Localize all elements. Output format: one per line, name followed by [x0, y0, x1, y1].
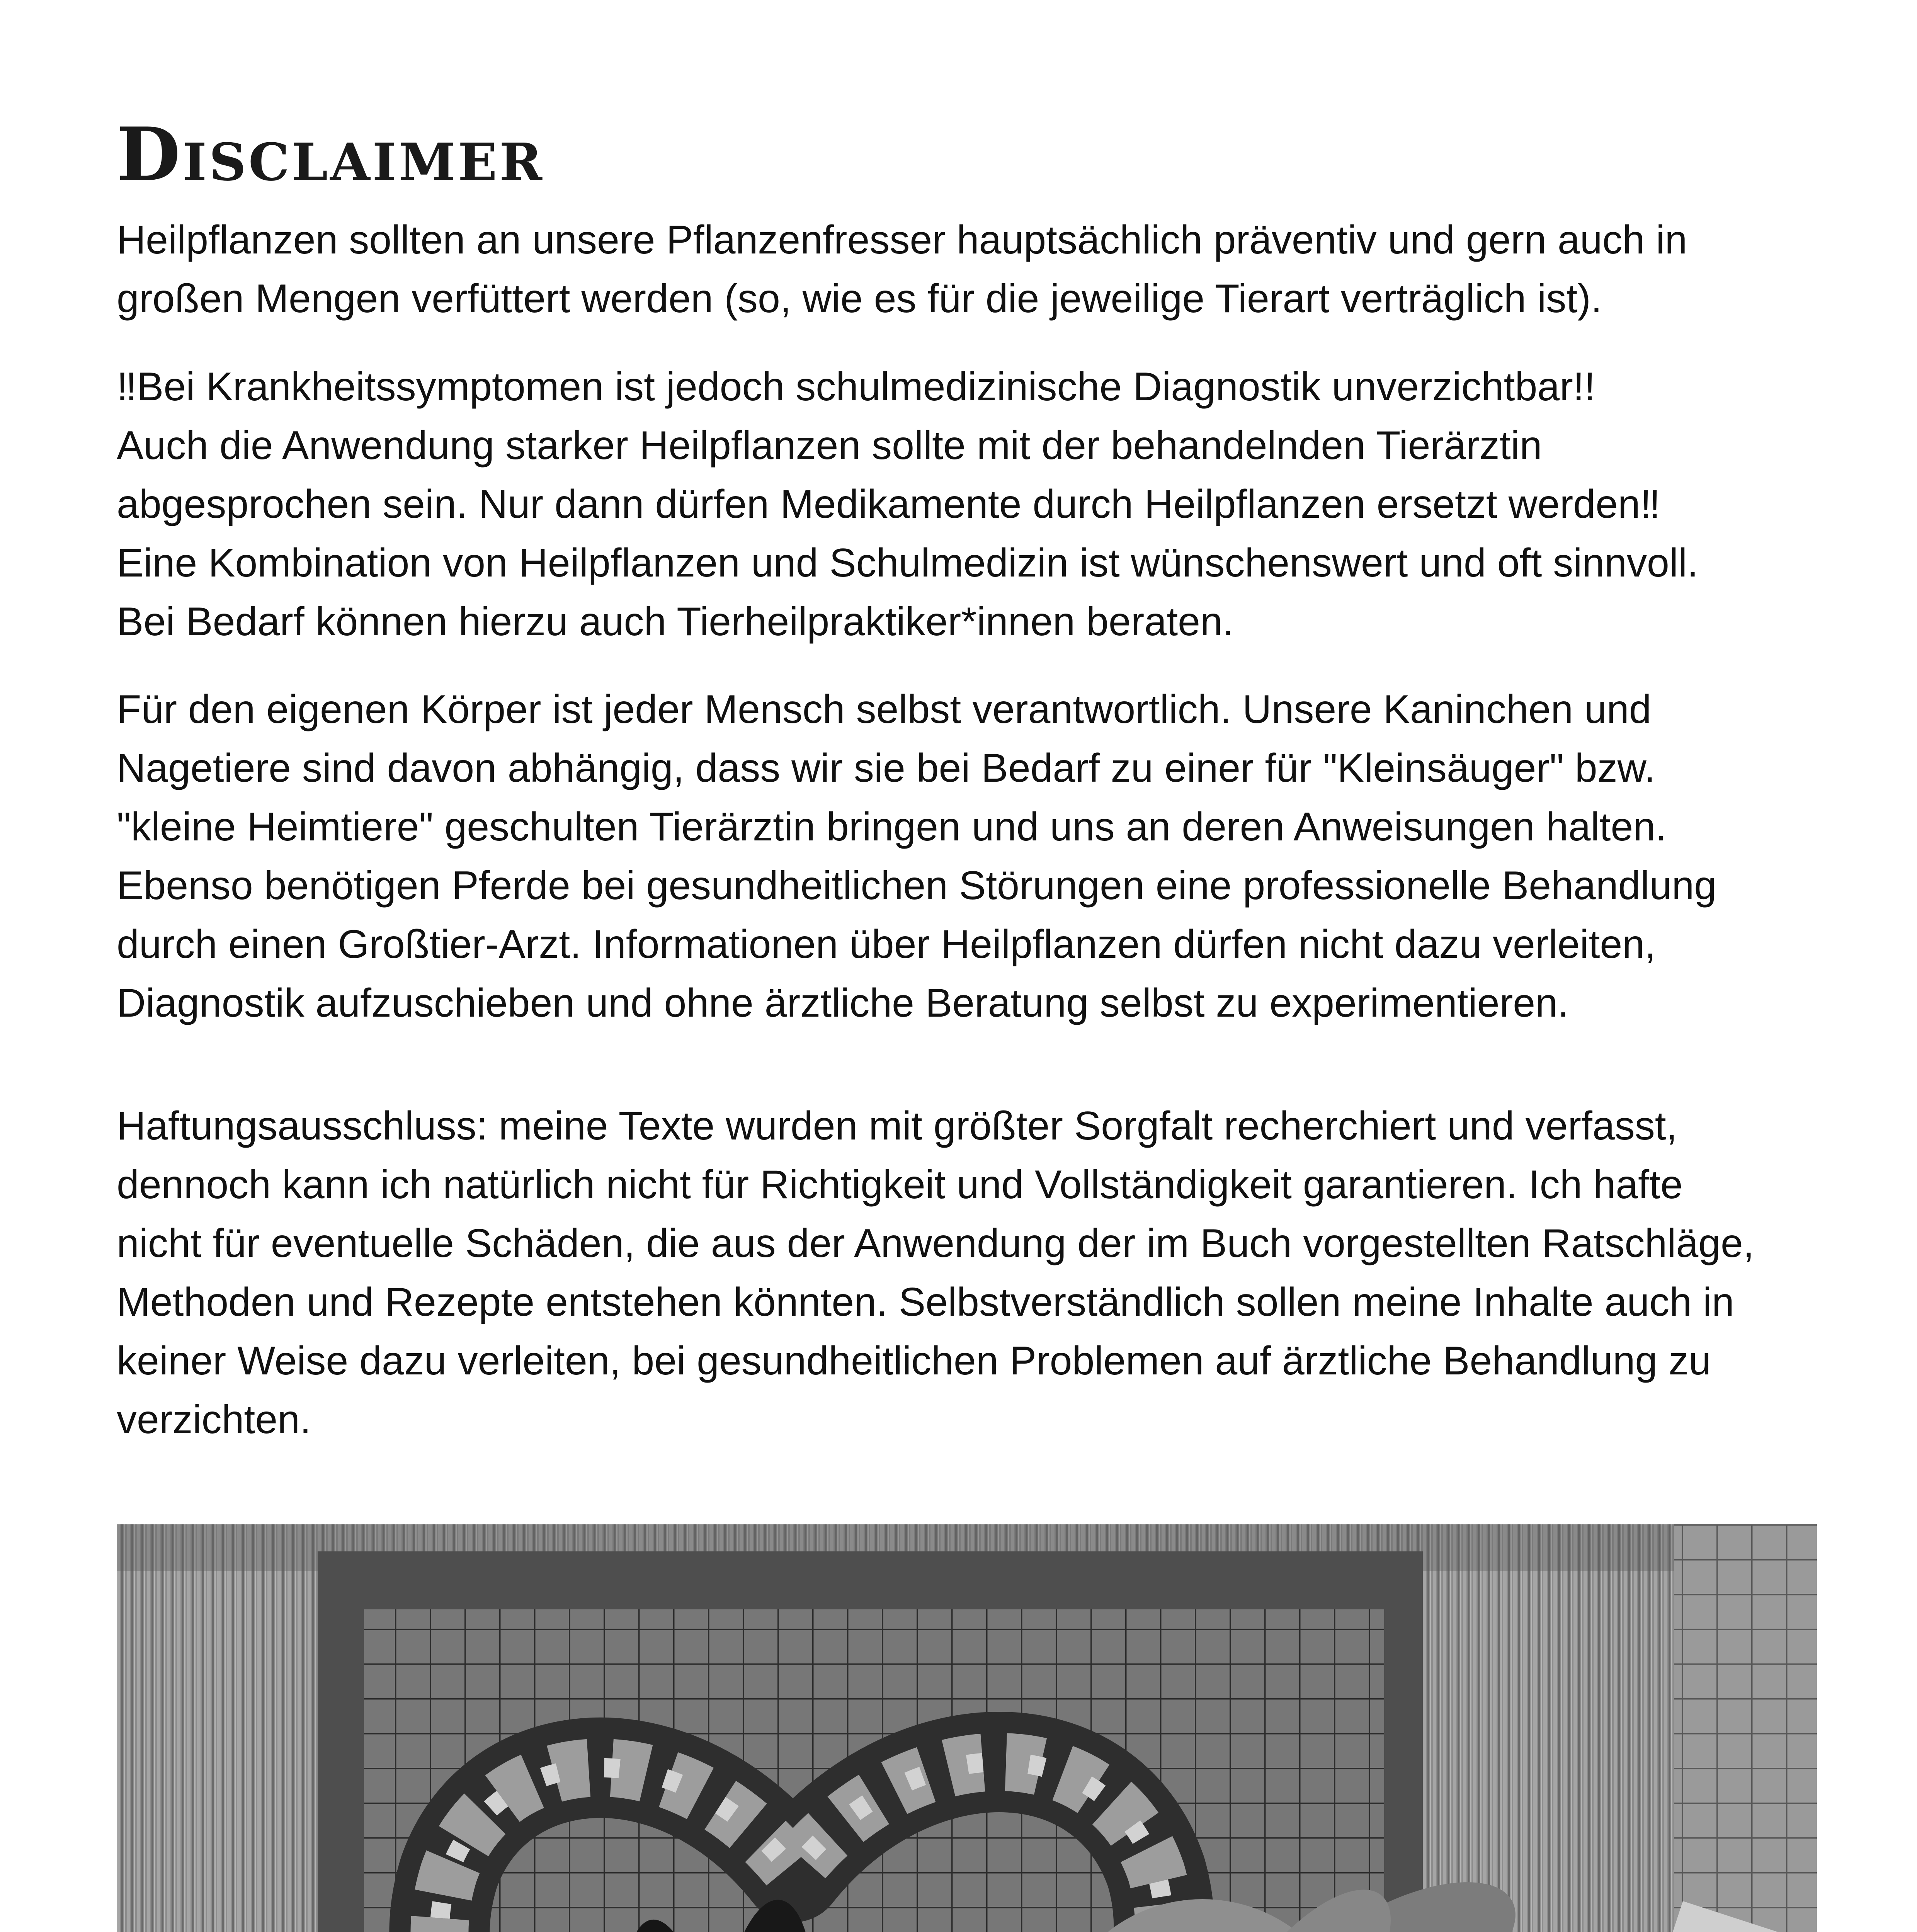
text-line: Nagetiere sind davon abhängig, dass wir sie bei Bedarf zu einer für "Kleinsäuger" bzw. [117, 746, 1655, 791]
text-line: "kleine Heimtiere" geschulten Tierärztin bringen und uns an deren Anweisungen halten. [117, 804, 1667, 849]
text-line: Heilpflanzen sollten an unsere Pflanzenfresser hauptsächlich präventiv und gern auch in [117, 218, 1687, 262]
text-line: Haftungsausschluss: meine Texte wurden mit größter Sorgfalt recherchiert und verfasst, [117, 1104, 1677, 1148]
text-line: Methoden und Rezepte entstehen könnten. Selbstverständlich sollen meine Inhalte auch in [117, 1280, 1734, 1325]
text-line: Eine Kombination von Heilpflanzen und Schulmedizin ist wünschenswert und oft sinnvoll. [117, 541, 1698, 585]
text-line: großen Mengen verfüttert werden (so, wie es für die jeweilige Tierart verträglich ist). [117, 276, 1602, 321]
text-line: durch einen Großtier-Arzt. Informationen über Heilpflanzen dürfen nicht dazu verleiten, [117, 922, 1656, 967]
text-line: nicht für eventuelle Schäden, die aus der Anwendung der im Buch vorgestellten Ratschläge, [117, 1221, 1754, 1266]
text-line: Für den eigenen Körper ist jeder Mensch selbst verantwortlich. Unsere Kaninchen und [117, 687, 1652, 732]
text-line: Ebenso benötigen Pferde bei gesundheitlichen Störungen eine professionelle Behandlung [117, 863, 1717, 908]
text-line: ‼Bei Krankheitssymptomen ist jedoch schulmedizinische Diagnostik unverzichtbar!! [117, 364, 1596, 409]
page-title: Disclaimer [117, 111, 544, 197]
text-line: abgesprochen sein. Nur dann dürfen Medikamente durch Heilpflanzen ersetzt werden‼ [117, 482, 1660, 527]
paragraph-liability-disclaimer [117, 1097, 1817, 1449]
text-line: Bei Bedarf können hierzu auch Tierheilpraktiker*innen beraten. [117, 599, 1234, 644]
rabbits-photo [117, 1524, 1817, 1932]
rabbits-photo-illustration [117, 1524, 1817, 1932]
paragraph-preventive-use [117, 211, 1817, 328]
text-line: keiner Weise dazu verleiten, bei gesundheitlichen Problemen auf ärztliche Behandlung zu [117, 1338, 1711, 1383]
paragraph-diagnostics-warning [117, 357, 1817, 651]
paragraph-responsibility [117, 680, 1817, 1032]
text-line: Auch die Anwendung starker Heilpflanzen sollte mit der behandelnden Tierärztin [117, 423, 1542, 468]
text-line: dennoch kann ich natürlich nicht für Richtigkeit und Vollständigkeit garantieren. Ich hafte [117, 1162, 1683, 1207]
text-line: Diagnostik aufzuschieben und ohne ärztliche Beratung selbst zu experimentieren. [117, 981, 1569, 1026]
text-line: verzichten. [117, 1397, 311, 1442]
